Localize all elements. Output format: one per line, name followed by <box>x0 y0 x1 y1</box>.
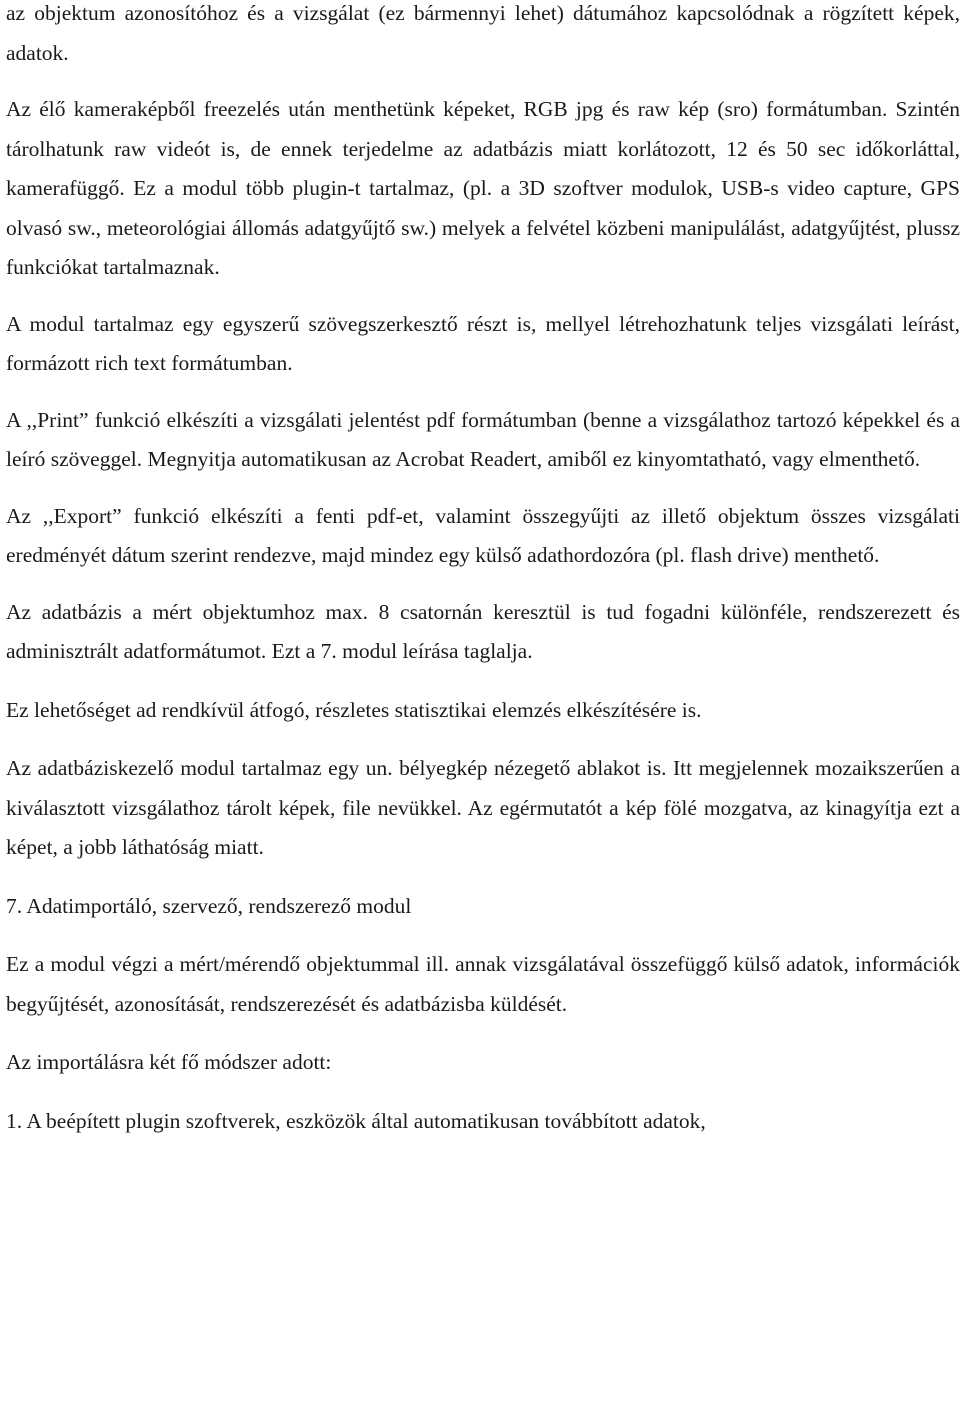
paragraph-import-methods: Az importálásra két fő módszer adott: <box>6 1050 332 1074</box>
paragraph-statistics: Ez lehetőséget ad rendkívül átfogó, részletes statisztikai elemzés elkészítésére is. <box>6 697 702 722</box>
paragraph-import-module-desc: Ez a modul végzi a mért/mérendő objektummal ill. annak vizsgálatával összefüggő külső adatok, információk begyűjtését, azonosítását, rendszerezését és adatbázisba küldését. <box>6 952 960 1016</box>
paragraph-text-editor: A modul tartalmaz egy egyszerű szövegszerkesztő részt is, mellyel létrehozhatunk teljes vizsgálati leírást, formázott rich text formátumban. <box>6 311 960 375</box>
list-item-1: 1. A beépített plugin szoftverek, eszközök által automatikusan továbbított adatok, <box>6 1108 706 1133</box>
document-page <box>6 0 960 1141</box>
paragraph-thumbnail-viewer: Az adatbáziskezelő modul tartalmaz egy un. bélyegkép nézegető ablakot is. Itt megjelennek mozaikszerűen a kiválasztott vizsgálathoz tárolt képek, file nevükkel. Az egérmutatót a kép fölé mozgatva, az kinagyítja ezt a képet, a jobb láthatóság miatt. <box>6 756 960 859</box>
paragraph-export-function: Az ,,Export” funkció elkészíti a fenti pdf-et, valamint összegyűjti az illető objektum összes vizsgálati eredményét dátum szerint rendezve, majd mindez egy külső adathordozóra (pl. flash drive) menthető. <box>6 503 960 567</box>
paragraph-intro: az objektum azonosítóhoz és a vizsgálat (ez bármennyi lehet) dátumához kapcsolódnak a rögzített képek, adatok. <box>6 1 960 65</box>
paragraph-camera-capture: Az élő kameraképből freezelés után menthetünk képeket, RGB jpg és raw kép (sro) formátumban. Szintén tárolhatunk raw videót is, de ennek terjedelme az adatbázis miatt korlátozott, 12 és 50 sec időkorláttal, kamerafüggő. Ez a modul több plugin-t tartalmaz, (pl. a 3D szoftver modulok, USB-s video capture, GPS olvasó sw., meteorológiai állomás adatgyűjtő sw.) melyek a felvétel közbeni manipulálást, adatgyűjtést, plussz funkciókat tartalmaznak. <box>6 97 960 279</box>
paragraph-print-function: A ,,Print” funkció elkészíti a vizsgálati jelentést pdf formátumban (benne a vizsgálathoz tartozó képekkel és a leíró szöveggel. Megnyitja automatikusan az Acrobat Readert, amiből ez kinyomtatható, vagy elmenthető. <box>6 407 960 471</box>
paragraph-data-channels: Az adatbázis a mért objektumhoz max. 8 csatornán keresztül is tud fogadni különféle, rendszerezett és adminisztrált adatformátumot. Ezt a 7. modul leírása taglalja. <box>6 599 960 663</box>
section-heading-import-module: 7. Adatimportáló, szervező, rendszerező modul <box>6 893 412 918</box>
